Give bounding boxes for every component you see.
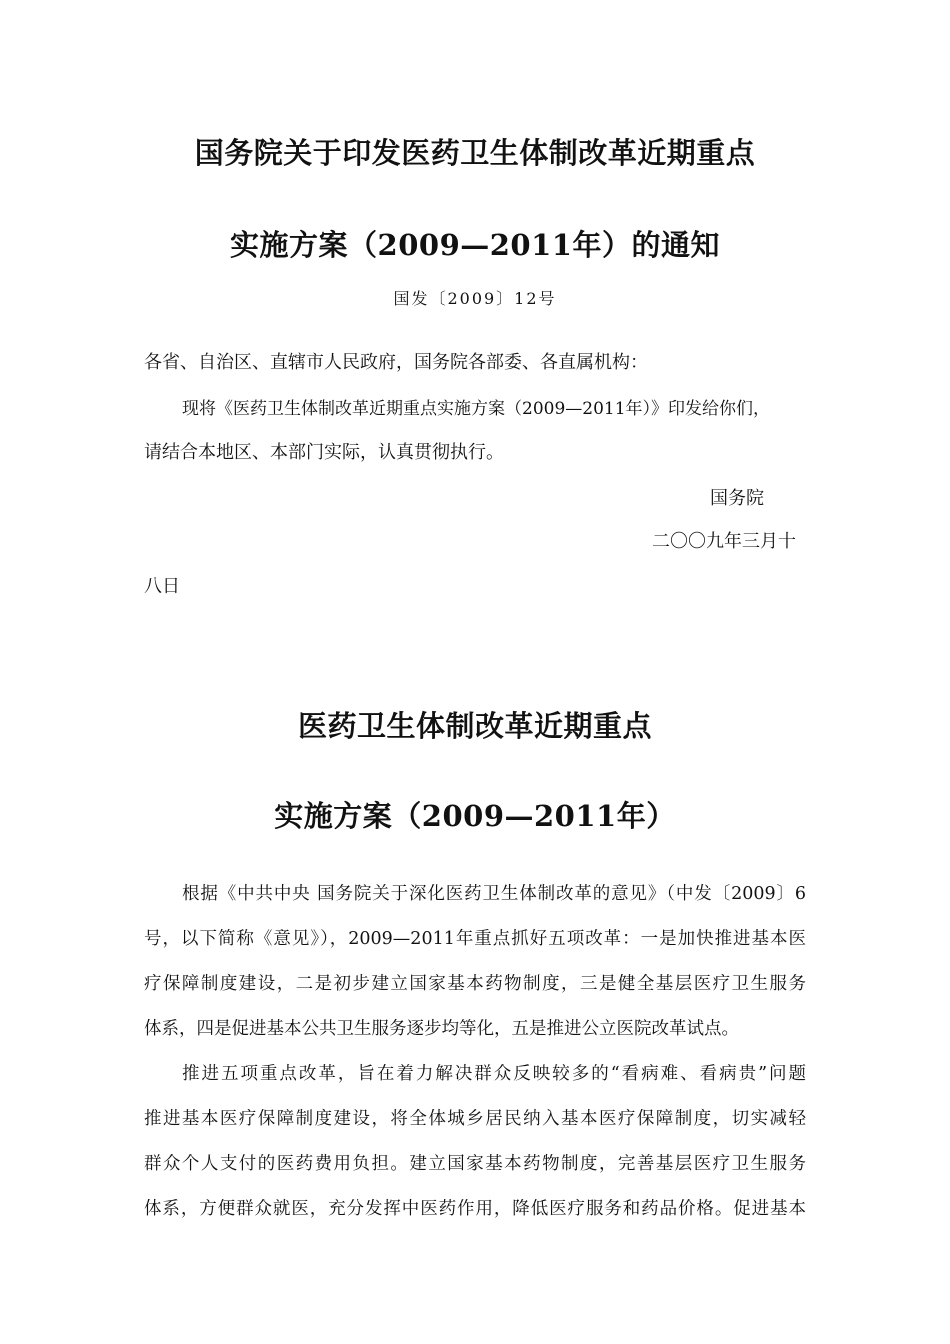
notice-body-line-2: 请结合本地区、本部门实际，认真贯彻执行。: [144, 442, 504, 463]
date-line-1: 二〇〇九年三月十: [652, 531, 796, 552]
paragraph-2-line: 推进基本医疗保障制度建设，将全体城乡居民纳入基本医疗保障制度，切实减轻: [144, 1109, 806, 1129]
paragraph-1-line: 根据《中共中央 国务院关于深化医药卫生体制改革的意见》（中发〔2009〕6: [182, 884, 806, 904]
paragraph-1-line: 疗保障制度建设，二是初步建立国家基本药物制度，三是健全基层医疗卫生服务: [144, 974, 806, 994]
paragraph-2-line: 体系，方便群众就医，充分发挥中医药作用，降低医疗服务和药品价格。促进基本: [144, 1199, 806, 1219]
plan-title-line-2: 实施方案（2009—2011年）: [274, 799, 676, 833]
notice-title-line-2: 实施方案（2009—2011年）的通知: [230, 228, 720, 262]
paragraph-1-line: 体系，四是促进基本公共卫生服务逐步均等化，五是推进公立医院改革试点。: [144, 1019, 739, 1039]
signature: 国务院: [710, 488, 764, 509]
addressee: 各省、自治区、直辖市人民政府，国务院各部委、各直属机构：: [144, 352, 648, 373]
paragraph-2-line: 推进五项重点改革，旨在着力解决群众反映较多的“看病难、看病贵”问题: [182, 1064, 806, 1084]
paragraph-2-line: 群众个人支付的医药费用负担。建立国家基本药物制度，完善基层医疗卫生服务: [144, 1154, 806, 1174]
date-line-2: 八日: [144, 576, 180, 597]
document-number: 国发〔2009〕12号: [393, 289, 557, 308]
notice-body-line-1: 现将《医药卫生体制改革近期重点实施方案（2009—2011年）》印发给你们，: [182, 399, 771, 419]
plan-title-line-1: 医药卫生体制改革近期重点: [297, 709, 652, 743]
paragraph-1-line: 号，以下简称《意见》），2009—2011年重点抓好五项改革：一是加快推进基本医: [144, 929, 806, 949]
notice-title-line-1: 国务院关于印发医药卫生体制改革近期重点: [194, 136, 756, 170]
